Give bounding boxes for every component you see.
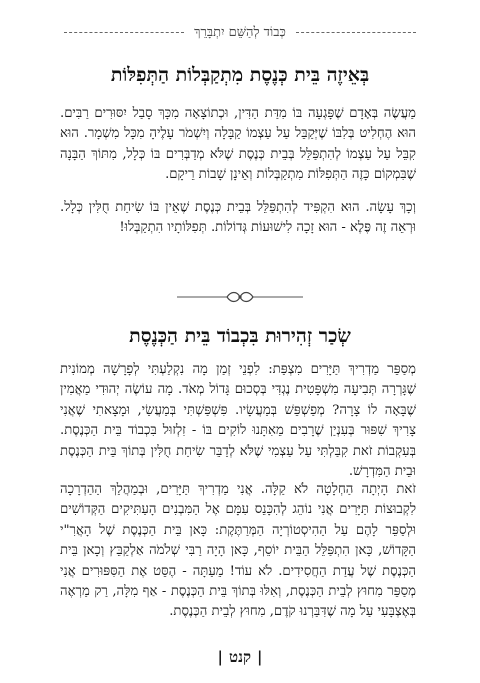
story-paragraph: מְסַפֵּר מַדְרִיךְ תַּיָּרִים מִצְפַּת: לִפְנֵי זְמַן מָה נִקְלַעְתִּי לְפָרָשָׁה מְמוֹנִית שֶׁגָּרְרָה תְּבִיעָה מִשְׁפָּטִית נֶגְדִּי בְּסְכוּם גָּדוֹל מְאֹד. מָה עוֹשֶׂה יְהוּדִי מַאֲמִין שֶׁבָּאָה לוֹ צָרָה? מְפַשְׁפֵּשׁ בְּמַעֲשָׂיו. פִּשְׁפַּשְׁתִּי בְּמַעֲשַׂי, וּמָצָאתִי שֶׁאֲנִי צָרִיךְ שִׁפּוּר בְּעִנְיַן שֶׁרָבִים מֵאִתָּנוּ לוֹקִים בּוֹ - זִלְזוּל בִּכְבוֹד בֵּית הַכְּנֶסֶת. בְּעִקְבוֹת זֹאת קִבַּלְתִּי עַל עַצְמִי שֶׁלֹּא לְדַבֵּר שִׂיחַת חֻלִּין בְּתוֹךְ בֵּית הַכְּנֶסֶת וּבֵית הַמִּדְרָשׁ. (60, 362, 416, 480)
flourish-ornament-icon (175, 290, 305, 304)
running-header (64, 24, 416, 40)
folio-bar: | (217, 648, 224, 666)
header-rule-right (296, 32, 416, 33)
section-heading: בְּאֵיזֶה בֵּית כְּנֶסֶת מִתְקַבְּלוֹת הַתְּפִלּוֹת (110, 64, 370, 86)
story-paragraph: מַעֲשֶׂה בְּאָדָם שֶׁפָּגְעָה בּוֹ מִדַּת הַדִּין, וּכְתוֹצָאָה מִכָּךְ סָבַל יִסּוּרִים רַבִּים. הוּא הֶחְלִיט בְּלִבּוֹ שֶׁיְּקַבֵּל עַל עַצְמוֹ קַבָּלָה וְיִשְׁמֹר עָלֶיהָ מִכָּל מִשְׁמָר. הוּא קִבֵּל עַל עַצְמוֹ לְהִתְפַּלֵּל בְּבֵית כְּנֶסֶת שֶׁלֹּא מְדַבְּרִים בּוֹ כְּלָל, מִתּוֹךְ הַבָּנָה שֶׁבִּמְקוֹם כָּזֶה הַתְּפִלּוֹת מִתְקַבְּלוֹת וְאֵינָן שָׁבוֹת רֵיקָם. (60, 106, 416, 183)
folio-bar: | (256, 648, 263, 666)
section-divider (0, 290, 480, 304)
page-number-footer (0, 648, 480, 667)
story-paragraph: זֹאת הָיְתָה הַחְלָטָה לֹא קַלָּה. אֲנִי מַדְרִיךְ תַּיָּרִים, וּבְמַהֲלַךְ הַהַדְרָכָה לִקְבוּצוֹת תַּיָּרִים אֲנִי נוֹהֵג לְהִכָּנֵס עִמָּם אֶל הַמִּבְנִים הָעַתִּיקִים הַקְּדוֹשִׁים וּלְסַפֵּר לָהֶם עַל הַהִיסְטוֹרְיָה הַמְּרַתֶּקֶת: כָּאן בֵּית הַכְּנֶסֶת שֶׁל הָאֲרִ"י הַקָּדוֹשׁ, כָּאן הִתְפַּלֵּל הַבֵּית יוֹסֵף, כָּאן הָיָה רַבִּי שְׁלֹמֹה אַלְקַבֵּץ וְכָאן בֵּית הַכְּנֶסֶת שֶׁל עֲדַת הַחֲסִידִים. לֹא עוֹד! מֵעַתָּה - הֶסֵּט אֶת הַסִּפּוּרִים אֲנִי מְסַפֵּר מִחוּץ לְבֵית הַכְּנֶסֶת, וְאִלּוּ בְּתוֹךְ בֵּית הַכְּנֶסֶת - אַף מִלָּה, רַק מַרְאֶה בְּאֶצְבָּעִי עַל מָה שֶׁדִּבַּרְנוּ קֹדֶם, מִחוּץ לְבֵית הַכְּנֶסֶת. (60, 482, 416, 620)
story-paragraph: וְכָךְ עָשָׂה. הוּא הִקְפִּיד לְהִתְפַּלֵּל בְּבֵית כְּנֶסֶת שֶׁאֵין בּוֹ שִׂיחַת חֻלִּין כְּלָל. וּרְאֵה זֶה פֶּלֶא - הוּא זָכָה לִישׁוּעוֹת גְּדוֹלוֹת. תְּפִלּוֹתָיו הִתְקַבְּלוּ! (60, 200, 416, 236)
running-header-title: כְּבוֹד לְהַשֵּׁם יִתְבָּרֵךְ (194, 25, 286, 40)
header-rule-left (64, 32, 184, 33)
page-number: קנט (229, 648, 251, 666)
section-heading: שְׂכַר זְהִירוּת בִּכְבוֹד בֵּית הַכְּנֶסֶת (129, 325, 351, 347)
